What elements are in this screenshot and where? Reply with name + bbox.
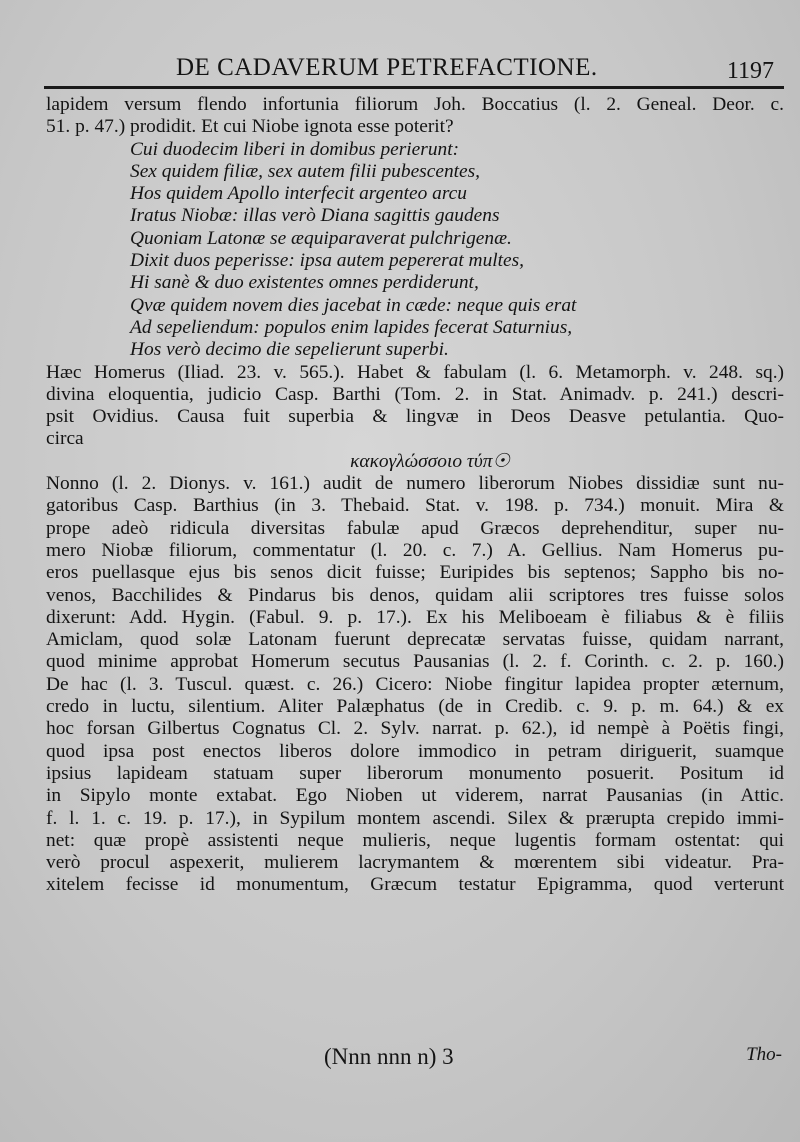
page-number: 1197 (726, 58, 774, 84)
verse-line: Hi sanè & duo existentes omnes perdiderunt, (130, 272, 479, 294)
text-line: Amiclam, quod solæ Latonam fuerunt deprecatæ servatas fuisse, quidam narrant, (46, 629, 784, 651)
text-line: lapidem versum flendo infortunia filiorum Joh. Boccatius (l. 2. Geneal. Deor. c. (46, 94, 784, 115)
text-line: ipsius lapideam statuam super liberorum monumento posuerit. Positum id (46, 762, 784, 784)
verse-line: Hos verò decimo die sepelierunt superbi. (130, 339, 449, 361)
header-rule (44, 86, 784, 89)
text-line: Hæc Homerus (Iliad. 23. v. 565.). Habet & fabulam (l. 6. Metamorph. v. 248. sq.) (46, 361, 784, 383)
text-line: circa (46, 428, 84, 450)
verse-line: Ad sepeliendum: populos enim lapides fecerat Saturnius, (130, 316, 573, 338)
text-line: venos, Bacchilides & Pindarus bis denos, quidam alii scriptores tres fuisse solos (46, 584, 784, 606)
text-line: prope adeò ridicula diversitas fabulæ apud Græcos deprehenditur, super nu- (46, 517, 784, 539)
text-line: xitelem fecisse id monumentum, Græcum testatur Epigramma, quod verterunt (46, 874, 784, 896)
text-line: net: quæ propè assistenti neque mulieris, neque lugentis formam ostentat: qui (46, 829, 784, 851)
text-line: 51. p. 47.) prodidit. Et cui Niobe ignota esse poterit? (46, 116, 454, 138)
text-line: psit Ovidius. Causa fuit superbia & lingvæ in Deos Deasve petulantia. Quo- (46, 406, 784, 428)
text-line: De hac (l. 3. Tuscul. quæst. c. 26.) Cicero: Niobe fingitur lapidea propter æternum, (46, 673, 784, 695)
page-header (0, 52, 800, 92)
verse-line: Dixit duos peperisse: ipsa autem pepererat multes, (130, 250, 525, 272)
text-line: quod ipsa post enectos liberos dolore immodico in petram diriguerit, suamque (46, 740, 784, 762)
greek-quote: κακογλώσσοιο τύπ☉ (350, 450, 510, 472)
verse-line: Sex quidem filiæ, sex autem filii pubescentes, (130, 160, 481, 182)
text-line: eros puellasque ejus bis senos dicit fuisse; Euripides bis septenos; Sappho bis no- (46, 562, 784, 584)
verse-line: Hos quidem Apollo interfecit argenteo arcu (130, 183, 467, 205)
text-line: dixerunt: Add. Hygin. (Fabul. 9. p. 17.). Ex his Meliboeam è filiabus & è filiis (46, 606, 784, 628)
verse-line: Cui duodecim liberi in domibus perierunt: (130, 138, 460, 160)
text-line: hoc forsan Gilbertus Cognatus Cl. 2. Sylv. narrat. p. 62.), id nempè à Poëtis fingi, (46, 718, 784, 740)
text-line: f. l. 1. c. 19. p. 17.), in Sypilum montem ascendi. Silex & prærupta crepido immi- (46, 807, 784, 829)
text-line: gatoribus Casp. Barthius (in 3. Thebaid. Stat. v. 198. p. 734.) monuit. Mira & (46, 495, 784, 517)
verse-line: Quoniam Latonæ se æquiparaverat pulchrigenæ. (130, 227, 512, 249)
text-line: mero Niobæ filiorum, commentatur (l. 20. c. 7.) A. Gellius. Nam Homerus pu- (46, 539, 784, 561)
signature-mark: (Nnn nnn n) 3 (324, 1044, 454, 1069)
text-line: credo in luctu, silentium. Aliter Palæphatus (de in Credib. c. 9. p. m. 64.) & ex (46, 696, 784, 718)
text-body (46, 94, 784, 897)
verse-line: Qvæ quidem novem dies jacebat in cæde: neque quis erat (130, 294, 577, 316)
text-line: quod minime approbat Homerum secutus Pausanias (l. 2. f. Corinth. c. 2. p. 160.) (46, 651, 784, 673)
catchword: Tho- (746, 1044, 782, 1065)
text-line: divina eloquentia, judicio Casp. Barthi (Tom. 2. in Stat. Animadv. p. 241.) descri- (46, 383, 784, 405)
running-head: DE CADAVERUM PETREFACTIONE. (176, 54, 598, 81)
text-line: verò procul aspexerit, mulierem lacrymantem & mœrentem sibi videatur. Pra- (46, 852, 784, 874)
verse-line: Iratus Niobæ: illas verò Diana sagittis gaudens (130, 205, 500, 227)
text-line: in Sipylo monte extabat. Ego Nioben ut viderem, narrat Pausanias (in Attic. (46, 785, 784, 807)
text-line: Nonno (l. 2. Dionys. v. 161.) audit de numero liberorum Niobes dissidiæ sunt nu- (46, 473, 784, 495)
